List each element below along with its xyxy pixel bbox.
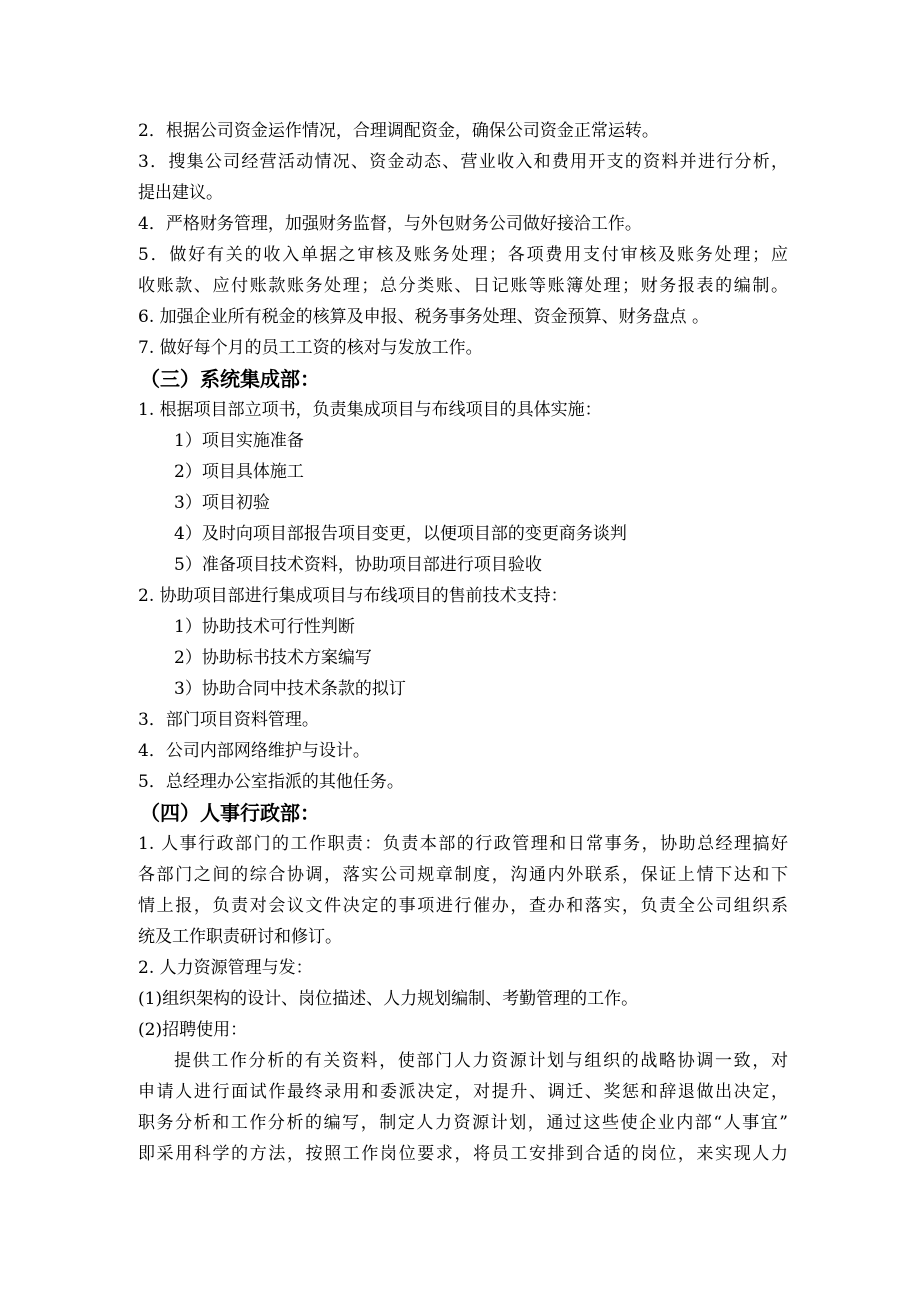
text-line: 2. 人力资源管理与发： <box>138 958 313 978</box>
text-line: 收账款、应付账款账务处理；总分类账、日记账等账簿处理；财务报表的编制。 <box>138 276 788 296</box>
text-line: (1)组织架构的设计、岗位描述、人力规划编制、考勤管理的工作。 <box>138 989 639 1009</box>
list-item: 4）及时向项目部报告项目变更，以便项目部的变更商务谈判 <box>174 524 627 544</box>
section-heading-hr-admin: （四）人事行政部： <box>140 801 320 825</box>
text-line: 2．根据公司资金运作情况，合理调配资金，确保公司资金正常运转。 <box>138 121 659 141</box>
text-line: 1. 根据项目部立项书，负责集成项目与布线项目的具体实施： <box>138 400 602 420</box>
text-line: 各部门之间的综合协调，落实公司规章制度，沟通内外联系，保证上情下达和下 <box>138 865 788 885</box>
text-line: 3．搜集公司经营活动情况、资金动态、营业收入和费用开支的资料并进行分析， <box>138 152 788 172</box>
text-line: 7. 做好每个月的员工工资的核对与发放工作。 <box>138 338 483 358</box>
text-line: (2)招聘使用： <box>138 1020 248 1040</box>
text-line: 4．严格财务管理，加强财务监督，与外包财务公司做好接洽工作。 <box>138 214 642 234</box>
list-item: 1）协助技术可行性判断 <box>174 617 355 637</box>
text-line: 提供工作分析的有关资料，使部门人力资源计划与组织的战略协调一致，对 <box>174 1051 788 1071</box>
text-line: 情上报，负责对会议文件决定的事项进行催办，查办和落实，负责全公司组织系 <box>138 896 788 916</box>
text-line: 1. 人事行政部门的工作职责：负责本部的行政管理和日常事务，协助总经理搞好 <box>138 834 788 854</box>
text-line: 5．做好有关的收入单据之审核及账务处理；各项费用支付审核及账务处理；应 <box>138 245 788 265</box>
text-line: 统及工作职责研讨和修订。 <box>138 927 342 947</box>
list-item: 2）协助标书技术方案编写 <box>174 648 372 668</box>
text-line: 6. 加强企业所有税金的核算及申报、税务事务处理、资金预算、财务盘点 。 <box>138 307 710 327</box>
list-item: 2）项目具体施工 <box>174 462 304 482</box>
list-item: 5）准备项目技术资料，协助项目部进行项目验收 <box>174 555 542 575</box>
text-line: 5．总经理办公室指派的其他任务。 <box>138 772 404 792</box>
text-line: 提出建议。 <box>138 183 223 203</box>
text-line: 职务分析和工作分析的编写，制定人力资源计划，通过这些使企业内部“人事宜” <box>138 1113 788 1133</box>
list-item: 3）协助合同中技术条款的拟订 <box>174 679 406 699</box>
document-page <box>138 116 788 1170</box>
text-line: 即采用科学的方法，按照工作岗位要求，将员工安排到合适的岗位，来实现人力 <box>138 1144 788 1164</box>
text-line: 4．公司内部网络维护与设计。 <box>138 741 370 761</box>
list-item: 3）项目初验 <box>174 493 270 513</box>
text-line: 申请人进行面试作最终录用和委派决定，对提升、调迁、奖惩和辞退做出决定， <box>138 1082 788 1102</box>
section-heading-system-integration: （三）系统集成部： <box>140 367 320 391</box>
text-line: 3．部门项目资料管理。 <box>138 710 319 730</box>
text-line: 2. 协助项目部进行集成项目与布线项目的售前技术支持： <box>138 586 568 606</box>
list-item: 1）项目实施准备 <box>174 431 304 451</box>
